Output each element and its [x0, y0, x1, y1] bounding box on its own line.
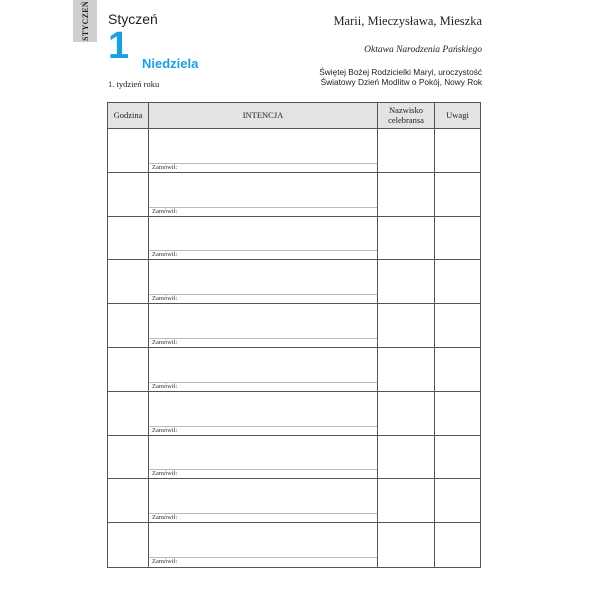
table-row: [108, 173, 480, 217]
table-row: [108, 479, 480, 523]
feast-line-2: Światowy Dzień Modlitw o Pokój, Nowy Rok: [320, 77, 482, 87]
table-row: [108, 348, 480, 392]
ordered-by-divider: [149, 426, 378, 427]
month-side-tab-label: STYCZEŃ: [80, 1, 90, 41]
day-name: Niedziela: [142, 56, 199, 71]
ordered-by-divider: [149, 294, 378, 295]
ordered-by-divider: [149, 513, 378, 514]
ordered-by-label: Zamówił:: [152, 207, 178, 215]
feast-description: [319, 67, 482, 87]
column-divider-3: [434, 103, 435, 567]
table-row: [108, 523, 480, 567]
ordered-by-label: Zamówił:: [152, 295, 178, 303]
column-header-celebrans-line-1: Nazwisko: [389, 105, 423, 115]
ordered-by-divider: [149, 207, 378, 208]
day-number: 1: [108, 25, 130, 67]
ordered-by-label: Zamówił:: [152, 557, 178, 565]
month-title: Styczeń: [108, 11, 158, 27]
month-side-tab: [73, 0, 97, 42]
ordered-by-divider: [149, 469, 378, 470]
ordered-by-label: Zamówił:: [152, 514, 178, 522]
table-row: [108, 260, 480, 304]
table-header: [108, 103, 480, 129]
ordered-by-label: Zamówił:: [152, 338, 178, 346]
column-header-celebrans-line-2: celebransa: [388, 114, 424, 125]
liturgical-octave: Oktawa Narodzenia Pańskiego: [364, 45, 482, 55]
feast-line-1: Świętej Bożej Rodzicielki Maryi, uroczystość: [319, 67, 482, 77]
column-divider-1: [148, 103, 149, 567]
table-row: [108, 436, 480, 480]
column-header-celebrans: [378, 103, 434, 128]
column-header-godzina: Godzina: [113, 109, 143, 120]
ordered-by-divider: [149, 557, 378, 558]
name-days: Marii, Mieczysława, Mieszka: [333, 14, 482, 28]
column-header-intencja: INTENCJA: [242, 109, 284, 120]
ordered-by-divider: [149, 338, 378, 339]
table-row: [108, 129, 480, 173]
column-divider-2: [377, 103, 378, 567]
column-header-uwagi: Uwagi: [446, 109, 469, 120]
table-row: [108, 217, 480, 261]
ordered-by-label: Zamówił:: [152, 251, 178, 259]
ordered-by-divider: [149, 382, 378, 383]
intentions-table: [107, 102, 481, 568]
ordered-by-divider: [149, 250, 378, 251]
ordered-by-label: Zamówił:: [152, 163, 178, 171]
table-row: [108, 304, 480, 348]
week-of-year: 1. tydzień roku: [108, 79, 160, 89]
ordered-by-divider: [149, 163, 378, 164]
ordered-by-label: Zamówił:: [152, 426, 178, 434]
ordered-by-label: Zamówił:: [152, 382, 178, 390]
table-row: [108, 392, 480, 436]
ordered-by-label: Zamówił:: [152, 470, 178, 478]
